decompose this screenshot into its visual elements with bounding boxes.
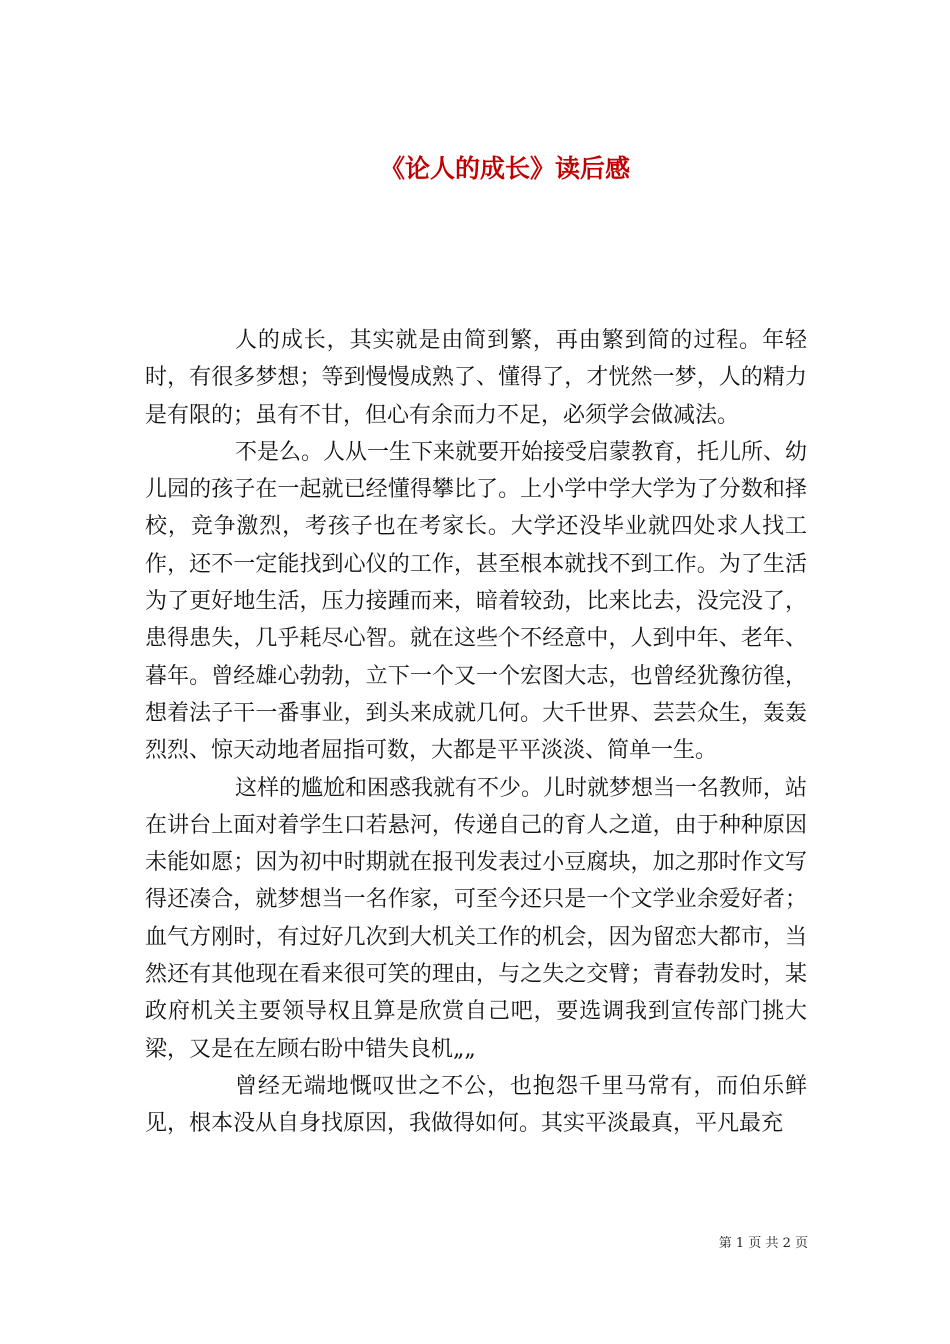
paragraph-3: 这样的尴尬和困惑我就有不少。儿时就梦想当一名教师，站在讲台上面对着学生口若悬河，传递自己的育人之道，由于种种原因未能如愿；因为初中时期就在报刊发表过小豆腐块，加之那时作文写得还凑合，就梦想当一名作家，可至今还只是一个文学业余爱好者；血气方刚时，有过好几次到大机关工作的机会，因为留恋大都市，当然还有其他现在看来很可笑的理由，与之失之交臂；青春勃发时，某政府机关主要领导权且算是欣赏自己吧，要选调我到宣传部门挑大梁，又是在左顾右盼中错失良机„„ xyxy=(145,775,808,1062)
paragraph-4: 曾经无端地慨叹世之不公，也抱怨千里马常有，而伯乐鲜见，根本没从自身找原因，我做得如何。其实平淡最真，平凡最充 xyxy=(145,1073,807,1137)
paragraph-2: 不是么。人从一生下来就要开始接受启蒙教育，托儿所、幼儿园的孩子在一起就已经懂得攀比了。上小学中学大学为了分数和择校，竞争激烈，考孩子也在考家长。大学还没毕业就四处求人找工作，还不一定能找到心仪的工作，甚至根本就找不到工作。为了生活为了更好地生活，压力接踵而来，暗着较劲，比来比去，没完没了，患得患失，几乎耗尽心智。就在这些个不经意中，人到中年、老年、暮年。曾经雄心勃勃，立下一个又一个宏图大志，也曾经犹豫彷徨，想着法子干一番事业，到头来成就几何。大千世界、芸芸众生，轰轰烈烈、惊天动地者屈指可数，大都是平平淡淡、简单一生。 xyxy=(145,439,808,764)
page-number-footer: 第 1 页 共 2 页 xyxy=(718,1236,808,1251)
document-title: 《论人的成长》读后感 xyxy=(379,153,630,183)
document-body xyxy=(145,322,807,1143)
paragraph-1: 人的成长，其实就是由简到繁，再由繁到简的过程。年轻时，有很多梦想；等到慢慢成熟了、懂得了，才恍然一梦，人的精力是有限的；虽有不甘，但心有余而力不足，必须学会做减法。 xyxy=(145,328,807,428)
